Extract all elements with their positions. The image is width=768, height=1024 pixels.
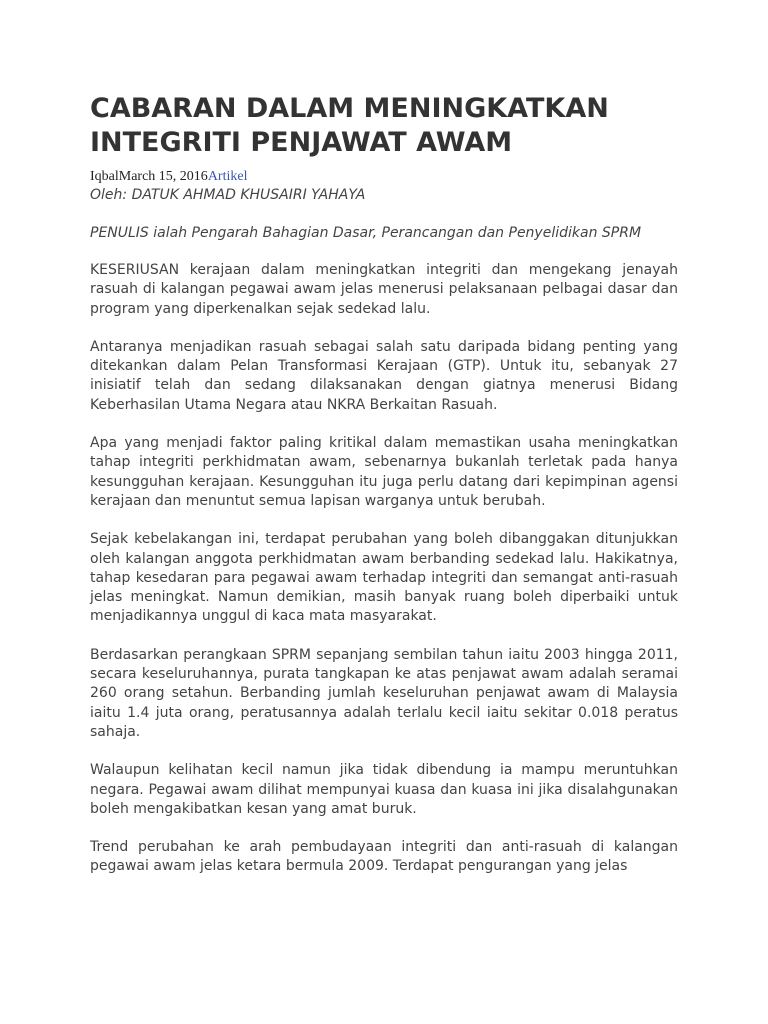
paragraph: Apa yang menjadi faktor paling kritikal dalam memastikan usaha meningkatkan tahap integriti perkhidmatan awam, sebenarnya bukanlah terletak pada hanya kesungguhan kerajaan. Kesungguhan itu juga perlu datang dari kepimpinan agensi kerajaan dan menuntut semua lapisan warganya untuk berubah.: [90, 435, 678, 509]
article: [90, 92, 678, 877]
paragraph: Trend perubahan ke arah pembudayaan integriti dan anti-rasuah di kalangan pegawai awam jelas ketara bermula 2009. Terdapat pengurangan yang jelas: [90, 839, 678, 875]
byline: Oleh: DATUK AHMAD KHUSAIRI YAHAYA: [90, 187, 366, 203]
article-title: CABARAN DALAM MENINGKATKAN INTEGRITI PENJAWAT AWAM: [90, 93, 609, 158]
paragraph: Berdasarkan perangkaan SPRM sepanjang sembilan tahun iaitu 2003 hingga 2011, secara keseluruhannya, purata tangkapan ke atas penjawat awam adalah seramai 260 orang setahun. Berbanding jumlah keseluruhan penjawat awam di Malaysia iaitu 1.4 juta orang, peratusannya adalah terlalu kecil iaitu sekitar 0.018 peratus sahaja.: [90, 646, 678, 740]
category-link[interactable]: Artikel: [207, 169, 248, 184]
article-body: [90, 261, 678, 877]
author-name: Iqbal: [90, 169, 119, 184]
publish-date: March 15, 2016: [118, 169, 208, 184]
article-meta: [90, 168, 678, 185]
writer-note: PENULIS ialah Pengarah Bahagian Dasar, Perancangan dan Penyelidikan SPRM: [90, 225, 642, 241]
paragraph: Antaranya menjadikan rasuah sebagai salah satu daripada bidang penting yang ditekankan dalam Pelan Transformasi Kerajaan (GTP). Untuk itu, sebanyak 27 inisiatif telah dan sedang dilaksanakan dengan giatnya menerusi Bidang Keberhasilan Utama Negara atau NKRA Berkaitan Rasuah.: [90, 338, 678, 413]
paragraph: KESERIUSAN kerajaan dalam meningkatkan integriti dan mengekang jenayah rasuah di kalangan pegawai awam jelas menerusi pelaksanaan pelbagai dasar dan program yang diperkenalkan sejak sedekad lalu.: [90, 262, 678, 317]
paragraph: Sejak kebelakangan ini, terdapat perubahan yang boleh dibanggakan ditunjukkan oleh kalangan anggota perkhidmatan awam berbanding sedekad lalu. Hakikatnya, tahap kesedaran para pegawai awam terhadap integriti dan semangat anti-rasuah jelas meningkat. Namun demikian, masih banyak ruang boleh diperbaiki untuk menjadikannya unggul di kaca mata masyarakat.: [90, 531, 678, 625]
paragraph: Walaupun kelihatan kecil namun jika tidak dibendung ia mampu meruntuhkan negara. Pegawai awam dilihat mempunyai kuasa dan kuasa ini jika disalahgunakan boleh mengakibatkan kesan yang amat buruk.: [90, 762, 678, 817]
